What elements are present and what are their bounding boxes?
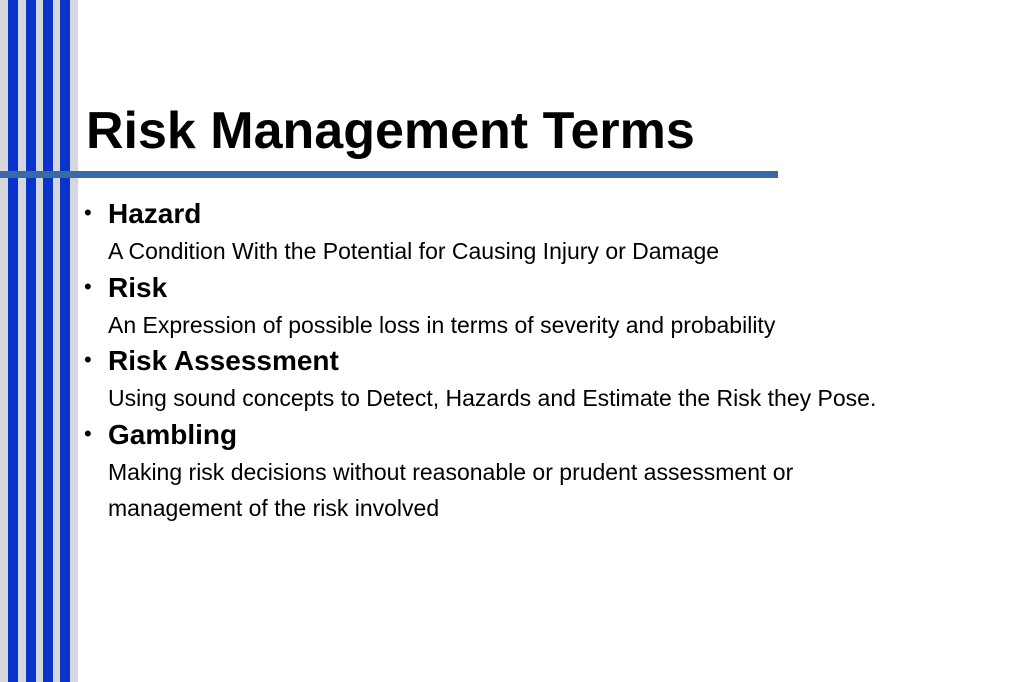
- list-item-risk: [84, 270, 904, 344]
- term-definition: A Condition With the Potential for Causing Injury or Damage: [108, 238, 720, 264]
- term-definition: An Expression of possible loss in terms of severity and probability: [108, 311, 776, 338]
- decorative-stripes: [0, 0, 78, 682]
- list-item-risk-assessment: [84, 343, 904, 417]
- bullet: •: [84, 347, 92, 372]
- term-name: Gambling: [108, 418, 238, 450]
- bullet: •: [84, 200, 92, 225]
- term-definition: Making risk decisions without reasonable or prudent assessment or management of the risk involved: [108, 458, 794, 521]
- bullet: •: [84, 420, 92, 446]
- title-underline-rule: [0, 171, 778, 178]
- list-item-gambling: [84, 417, 904, 527]
- slide-title: Risk Management Terms: [86, 102, 695, 160]
- term-name: Risk: [108, 271, 168, 303]
- term-name: Hazard: [108, 198, 202, 229]
- term-name: Risk Assessment: [108, 345, 339, 376]
- bullet: •: [84, 273, 92, 299]
- list-item-hazard: [84, 196, 904, 270]
- term-definition: Using sound concepts to Detect, Hazards and Estimate the Risk they Pose.: [108, 385, 877, 411]
- terms-list: [84, 196, 904, 527]
